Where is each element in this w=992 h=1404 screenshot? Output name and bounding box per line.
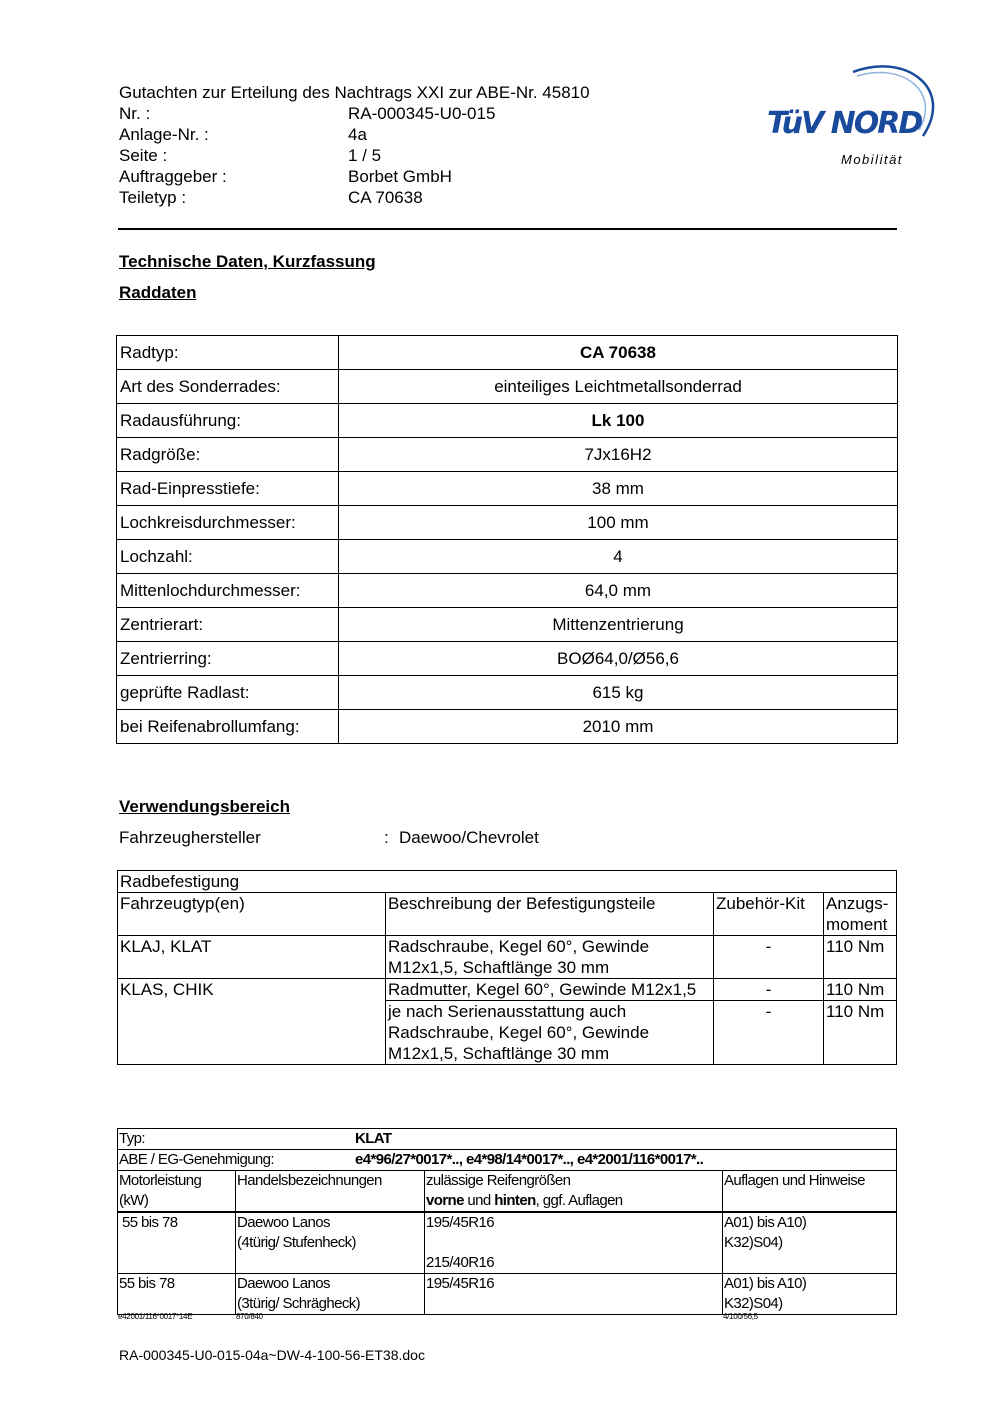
mount-header-desc: Beschreibung der Befestigungsteile <box>386 893 714 936</box>
mount-desc: Radmutter, Kegel 60°, Gewinde M12x1,5 <box>386 979 714 1001</box>
wheel-data-row <box>117 574 898 608</box>
vehicle-tyre: 195/45R16 <box>426 1275 494 1292</box>
header-value: CA 70638 <box>348 188 423 207</box>
vehicle-type-row <box>118 1129 897 1150</box>
wheel-value: 2010 mm <box>339 710 898 744</box>
vehicle-names <box>236 1274 425 1315</box>
mount-torque: 110 Nm <box>824 1001 897 1065</box>
wheel-value: Mittenzentrierung <box>339 608 898 642</box>
vehicle-note: A01) bis A10) <box>724 1214 807 1231</box>
vehicle-tyres <box>425 1212 723 1274</box>
header-value: 1 / 5 <box>348 146 382 165</box>
vehicle-body: (4türig/ Stufenheck) <box>237 1234 356 1251</box>
vehicle-power: 55 bis 78 <box>118 1274 236 1315</box>
vehicle-tyre: 195/45R16 <box>426 1214 494 1231</box>
vehicle-header-notes: Auflagen und Hinweise <box>723 1171 897 1213</box>
header-fields <box>0 103 700 208</box>
header-key: Auftraggeber : <box>119 167 227 186</box>
vehicle-row <box>118 1212 897 1274</box>
mount-types: KLAJ, KLAT <box>118 936 386 979</box>
manufacturer-line <box>119 828 719 850</box>
mount-types: KLAS, CHIK <box>118 979 386 1065</box>
vehicle-tyre: 215/40R16 <box>426 1254 494 1271</box>
wheel-data-table <box>116 335 898 744</box>
tyres-header-line2 <box>426 1191 721 1211</box>
mount-header-torque: Anzugs-moment <box>824 893 897 936</box>
tyres-front: vorne <box>426 1192 464 1209</box>
vehicle-body: (3türig/ Schrägheck) <box>237 1295 361 1312</box>
section-heading-tech: Technische Daten, Kurzfassung <box>119 252 376 271</box>
vehicle-header-power: Motorleistung (kW) <box>118 1171 236 1213</box>
wheel-label: Radausführung: <box>117 404 339 438</box>
mount-torque: 110 Nm <box>824 936 897 979</box>
header-row-anlage <box>0 124 700 145</box>
vehicle-power: 55 bis 78 <box>118 1212 236 1274</box>
wheel-label: Radtyp: <box>117 336 339 370</box>
wheel-data-row <box>117 540 898 574</box>
header-row-nr <box>0 103 700 124</box>
wheel-data-row <box>117 404 898 438</box>
wheel-data-row <box>117 642 898 676</box>
wheel-label: Zentrierart: <box>117 608 339 642</box>
wheel-data-row <box>117 472 898 506</box>
vehicle-name: Daewoo Lanos <box>237 1275 330 1292</box>
wheel-value: BOØ64,0/Ø56,6 <box>339 642 898 676</box>
vehicle-name: Daewoo Lanos <box>237 1214 330 1231</box>
manufacturer-label: Fahrzeughersteller <box>119 828 261 847</box>
mount-title: Radbefestigung <box>118 871 897 893</box>
mount-header-kit: Zubehör-Kit <box>714 893 824 936</box>
document-title: Gutachten zur Erteilung des Nachtrags XXI zur ABE-Nr. 45810 <box>119 83 590 102</box>
header-value: Borbet GmbH <box>348 167 452 186</box>
header-key: Nr. : <box>119 104 151 123</box>
mount-torque: 110 Nm <box>824 979 897 1001</box>
vehicle-type-cell <box>118 1129 897 1150</box>
wheel-data-row <box>117 608 898 642</box>
wheel-label: Radgröße: <box>117 438 339 472</box>
manufacturer-value: Daewoo/Chevrolet <box>399 828 539 847</box>
logo-brand: TüV NORD <box>767 106 922 141</box>
wheel-label: Zentrierring: <box>117 642 339 676</box>
section-heading-raddaten: Raddaten <box>119 283 197 302</box>
mount-row <box>118 979 897 1001</box>
table-footnote-right: 4/100/56,5 <box>723 1312 758 1321</box>
wheel-data-row <box>117 676 898 710</box>
vehicle-row <box>118 1274 897 1315</box>
wheel-value: 615 kg <box>339 676 898 710</box>
vehicle-header-tyres <box>425 1171 723 1213</box>
wheel-label: Rad-Einpresstiefe: <box>117 472 339 506</box>
mount-row <box>118 936 897 979</box>
vehicle-abe-value: e4*96/27*0017*.., e4*98/14*0017*.., e4*2001/116*0017*.. <box>355 1151 704 1168</box>
vehicle-notes <box>723 1212 897 1274</box>
vehicle-type-label: Typ: <box>119 1130 145 1147</box>
vehicle-approval-table <box>117 1128 897 1315</box>
wheel-value: 4 <box>339 540 898 574</box>
header-value: 4a <box>348 125 367 144</box>
vehicle-notes <box>723 1274 897 1315</box>
wheel-mounting-table <box>117 870 897 1065</box>
header-value: RA-000345-U0-015 <box>348 104 496 123</box>
table-footnote-left: e42001/116*0017*14E <box>118 1312 193 1321</box>
vehicle-note: A01) bis A10) <box>724 1275 807 1292</box>
vehicle-type-value: KLAT <box>355 1130 392 1147</box>
vehicle-abe-cell <box>118 1150 897 1171</box>
mount-desc: je nach Serienausstattung auch Radschraube, Kegel 60°, Gewinde M12x1,5, Schaftlänge 30 mm <box>386 1001 714 1065</box>
mount-kit: - <box>714 979 824 1001</box>
vehicle-note: K32)S04) <box>724 1295 783 1312</box>
header-key: Teiletyp : <box>119 188 187 207</box>
header-divider <box>118 228 897 230</box>
tyres-rest: , ggf. Auflagen <box>535 1192 623 1209</box>
wheel-data-row <box>117 336 898 370</box>
mount-header-row <box>118 893 897 936</box>
wheel-label: Mittenlochdurchmesser: <box>117 574 339 608</box>
vehicle-header-row <box>118 1171 897 1213</box>
tuv-nord-logo <box>765 58 945 170</box>
wheel-label: Art des Sonderrades: <box>117 370 339 404</box>
wheel-data-row <box>117 438 898 472</box>
wheel-value: CA 70638 <box>339 336 898 370</box>
vehicle-tyre-spacer <box>426 1233 721 1253</box>
tyres-und: und <box>463 1192 495 1209</box>
wheel-value: 100 mm <box>339 506 898 540</box>
mount-desc: Radschraube, Kegel 60°, Gewinde M12x1,5, Schaftlänge 30 mm <box>386 936 714 979</box>
mount-title-row <box>118 871 897 893</box>
vehicle-abe-row <box>118 1150 897 1171</box>
vehicle-header-names: Handelsbezeichnungen <box>236 1171 425 1213</box>
table-footnote-mid: 870/840 <box>236 1312 263 1321</box>
wheel-label: bei Reifenabrollumfang: <box>117 710 339 744</box>
vehicle-note: K32)S04) <box>724 1234 783 1251</box>
wheel-label: Lochkreisdurchmesser: <box>117 506 339 540</box>
header-row-teiletyp <box>0 187 700 208</box>
vehicle-names <box>236 1212 425 1274</box>
manufacturer-separator: : <box>384 828 389 847</box>
header-row-seite <box>0 145 700 166</box>
header-key: Seite : <box>119 146 168 165</box>
vehicle-abe-label: ABE / EG-Genehmigung: <box>119 1151 274 1168</box>
mount-kit: - <box>714 1001 824 1065</box>
logo-subtitle: Mobilität <box>841 152 903 167</box>
section-heading-verwendung: Verwendungsbereich <box>119 797 290 816</box>
wheel-data-row <box>117 710 898 744</box>
header-row-auftraggeber <box>0 166 700 187</box>
tyres-header-line1: zulässige Reifengrößen <box>426 1172 571 1189</box>
wheel-value: Lk 100 <box>339 404 898 438</box>
wheel-value: 64,0 mm <box>339 574 898 608</box>
wheel-value: 7Jx16H2 <box>339 438 898 472</box>
wheel-data-row <box>117 370 898 404</box>
header-key: Anlage-Nr. : <box>119 125 209 144</box>
wheel-value: 38 mm <box>339 472 898 506</box>
vehicle-tyres <box>425 1274 723 1315</box>
mount-header-types: Fahrzeugtyp(en) <box>118 893 386 936</box>
tyres-rear: hinten <box>494 1192 536 1209</box>
wheel-data-row <box>117 506 898 540</box>
wheel-value: einteiliges Leichtmetallsonderrad <box>339 370 898 404</box>
wheel-label: geprüfte Radlast: <box>117 676 339 710</box>
wheel-label: Lochzahl: <box>117 540 339 574</box>
mount-kit: - <box>714 936 824 979</box>
footer-filename: RA-000345-U0-015-04a~DW-4-100-56-ET38.doc <box>119 1347 425 1363</box>
